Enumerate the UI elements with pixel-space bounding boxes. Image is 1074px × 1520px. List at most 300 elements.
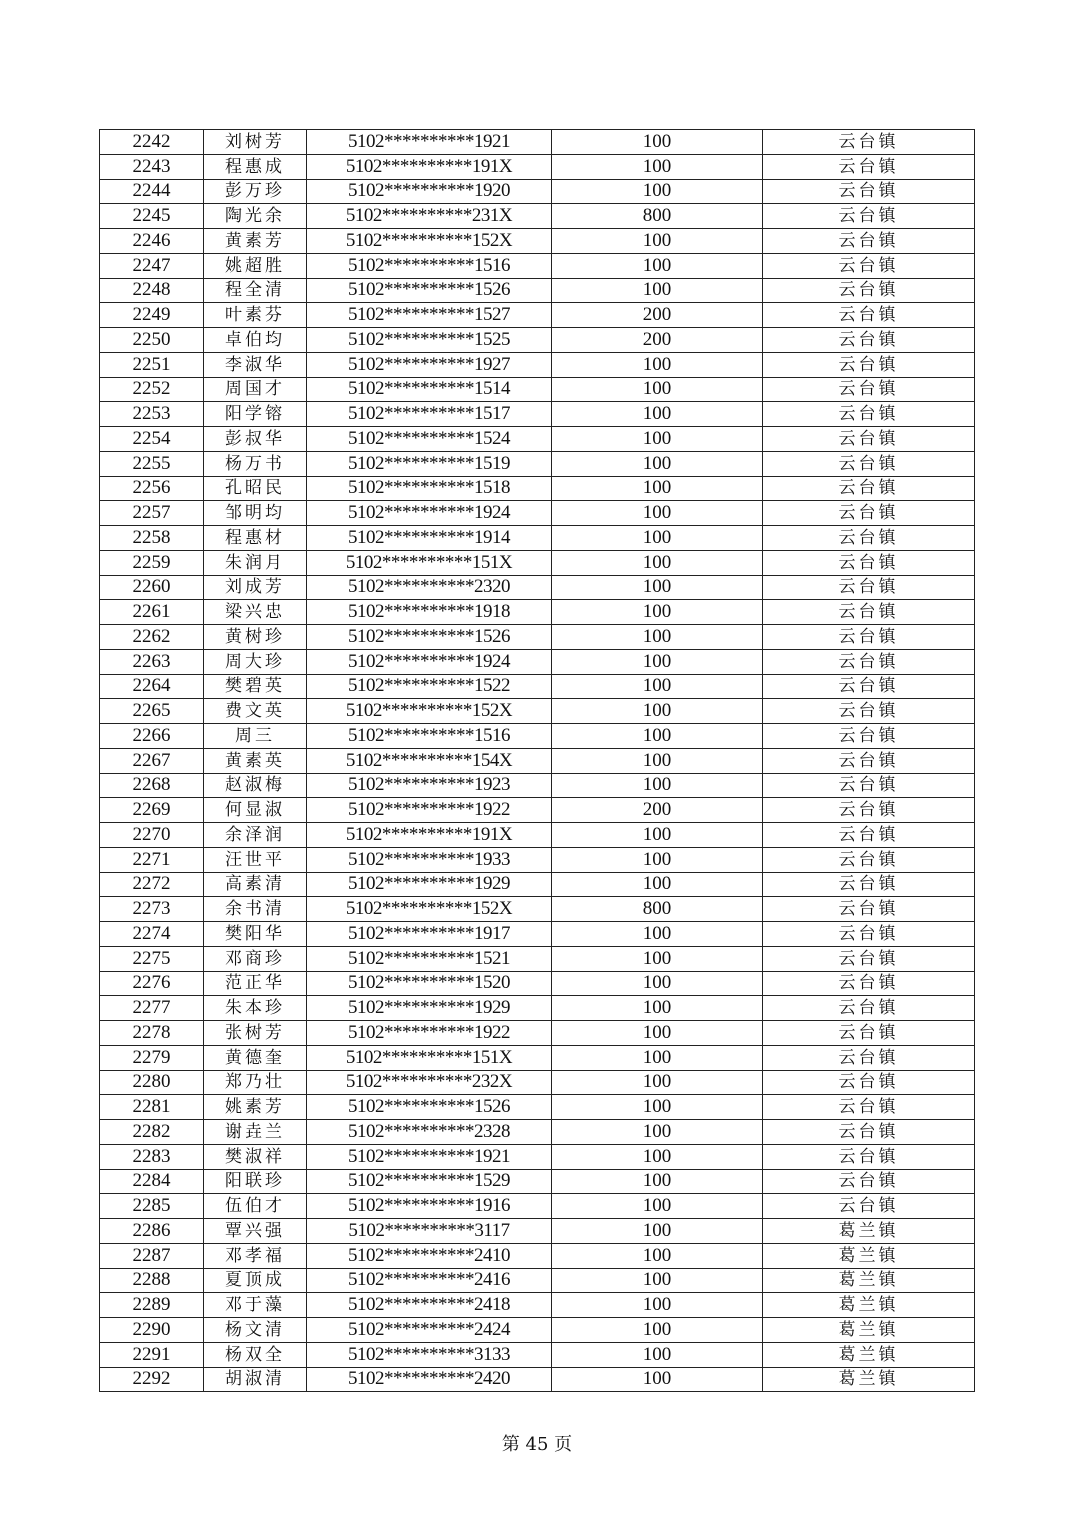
- amount-cell: 100: [552, 1268, 763, 1293]
- person-name-cell: 樊碧英: [204, 674, 307, 699]
- table-row: [100, 278, 975, 303]
- id-number-cell: 5102**********151X: [307, 1045, 552, 1070]
- row-number-cell: 2242: [100, 130, 204, 155]
- amount-cell: 100: [552, 550, 763, 575]
- town-cell: 云台镇: [763, 1095, 975, 1120]
- id-number-cell: 5102**********2410: [307, 1243, 552, 1268]
- town-cell: 葛兰镇: [763, 1219, 975, 1244]
- row-number-cell: 2284: [100, 1169, 204, 1194]
- id-number-cell: 5102**********2424: [307, 1318, 552, 1343]
- person-name-cell: 余书清: [204, 897, 307, 922]
- id-number-cell: 5102**********1526: [307, 1095, 552, 1120]
- row-number-cell: 2292: [100, 1367, 204, 1392]
- amount-cell: 100: [552, 724, 763, 749]
- person-name-cell: 赵淑梅: [204, 773, 307, 798]
- person-name-cell: 程惠材: [204, 526, 307, 551]
- id-number-cell: 5102**********1516: [307, 253, 552, 278]
- amount-cell: 200: [552, 328, 763, 353]
- table-row: [100, 1144, 975, 1169]
- row-number-cell: 2288: [100, 1268, 204, 1293]
- id-number-cell: 5102**********1519: [307, 451, 552, 476]
- person-name-cell: 彭万珍: [204, 179, 307, 204]
- amount-cell: 800: [552, 897, 763, 922]
- town-cell: 云台镇: [763, 699, 975, 724]
- id-number-cell: 5102**********1516: [307, 724, 552, 749]
- row-number-cell: 2257: [100, 501, 204, 526]
- amount-cell: 100: [552, 352, 763, 377]
- row-number-cell: 2260: [100, 575, 204, 600]
- town-cell: 云台镇: [763, 451, 975, 476]
- amount-cell: 100: [552, 154, 763, 179]
- amount-cell: 100: [552, 1120, 763, 1145]
- amount-cell: 100: [552, 1144, 763, 1169]
- town-cell: 云台镇: [763, 229, 975, 254]
- id-number-cell: 5102**********2416: [307, 1268, 552, 1293]
- person-name-cell: 夏顶成: [204, 1268, 307, 1293]
- table-row: [100, 773, 975, 798]
- id-number-cell: 5102**********1526: [307, 625, 552, 650]
- town-cell: 云台镇: [763, 1144, 975, 1169]
- id-number-cell: 5102**********1916: [307, 1194, 552, 1219]
- amount-cell: 100: [552, 526, 763, 551]
- person-name-cell: 杨万书: [204, 451, 307, 476]
- person-name-cell: 郑乃壮: [204, 1070, 307, 1095]
- row-number-cell: 2252: [100, 377, 204, 402]
- person-name-cell: 邓于藻: [204, 1293, 307, 1318]
- amount-cell: 100: [552, 130, 763, 155]
- table-row: [100, 1367, 975, 1392]
- person-name-cell: 邓孝福: [204, 1243, 307, 1268]
- amount-cell: 100: [552, 922, 763, 947]
- person-name-cell: 卓伯均: [204, 328, 307, 353]
- person-name-cell: 周大珍: [204, 649, 307, 674]
- person-name-cell: 黄素芳: [204, 229, 307, 254]
- id-number-cell: 5102**********1524: [307, 427, 552, 452]
- amount-cell: 100: [552, 1243, 763, 1268]
- row-number-cell: 2262: [100, 625, 204, 650]
- town-cell: 云台镇: [763, 625, 975, 650]
- row-number-cell: 2287: [100, 1243, 204, 1268]
- table-row: [100, 946, 975, 971]
- town-cell: 云台镇: [763, 773, 975, 798]
- table-row: [100, 1045, 975, 1070]
- person-name-cell: 樊阳华: [204, 922, 307, 947]
- row-number-cell: 2253: [100, 402, 204, 427]
- town-cell: 云台镇: [763, 847, 975, 872]
- amount-cell: 100: [552, 575, 763, 600]
- row-number-cell: 2282: [100, 1120, 204, 1145]
- id-number-cell: 5102**********1527: [307, 303, 552, 328]
- town-cell: 云台镇: [763, 328, 975, 353]
- person-name-cell: 费文英: [204, 699, 307, 724]
- amount-cell: 100: [552, 996, 763, 1021]
- amount-cell: 200: [552, 798, 763, 823]
- id-number-cell: 5102**********3133: [307, 1342, 552, 1367]
- table-row: [100, 1021, 975, 1046]
- amount-cell: 100: [552, 1070, 763, 1095]
- row-number-cell: 2272: [100, 872, 204, 897]
- row-number-cell: 2270: [100, 823, 204, 848]
- town-cell: 云台镇: [763, 922, 975, 947]
- table-row: [100, 971, 975, 996]
- town-cell: 云台镇: [763, 402, 975, 427]
- town-cell: 葛兰镇: [763, 1268, 975, 1293]
- town-cell: 云台镇: [763, 204, 975, 229]
- amount-cell: 100: [552, 872, 763, 897]
- amount-cell: 100: [552, 1342, 763, 1367]
- amount-cell: 100: [552, 1367, 763, 1392]
- person-name-cell: 胡淑清: [204, 1367, 307, 1392]
- town-cell: 云台镇: [763, 476, 975, 501]
- row-number-cell: 2269: [100, 798, 204, 823]
- person-name-cell: 邓商珍: [204, 946, 307, 971]
- id-number-cell: 5102**********152X: [307, 229, 552, 254]
- town-cell: 云台镇: [763, 550, 975, 575]
- amount-cell: 100: [552, 699, 763, 724]
- town-cell: 葛兰镇: [763, 1367, 975, 1392]
- amount-cell: 100: [552, 1095, 763, 1120]
- table-row: [100, 377, 975, 402]
- person-name-cell: 姚素芳: [204, 1095, 307, 1120]
- page-number: 第 45 页: [501, 1434, 573, 1455]
- amount-cell: 100: [552, 427, 763, 452]
- person-name-cell: 姚超胜: [204, 253, 307, 278]
- town-cell: 云台镇: [763, 253, 975, 278]
- table-row: [100, 798, 975, 823]
- row-number-cell: 2275: [100, 946, 204, 971]
- records-table: [99, 129, 975, 1392]
- row-number-cell: 2289: [100, 1293, 204, 1318]
- table-row: [100, 229, 975, 254]
- table-row: [100, 1120, 975, 1145]
- town-cell: 云台镇: [763, 526, 975, 551]
- id-number-cell: 5102**********1518: [307, 476, 552, 501]
- id-number-cell: 5102**********154X: [307, 748, 552, 773]
- amount-cell: 100: [552, 253, 763, 278]
- town-cell: 云台镇: [763, 278, 975, 303]
- amount-cell: 100: [552, 501, 763, 526]
- table-row: [100, 699, 975, 724]
- row-number-cell: 2261: [100, 600, 204, 625]
- town-cell: 云台镇: [763, 649, 975, 674]
- town-cell: 云台镇: [763, 971, 975, 996]
- table-row: [100, 476, 975, 501]
- id-number-cell: 5102**********1922: [307, 1021, 552, 1046]
- amount-cell: 100: [552, 1194, 763, 1219]
- person-name-cell: 何显淑: [204, 798, 307, 823]
- amount-cell: 100: [552, 971, 763, 996]
- row-number-cell: 2247: [100, 253, 204, 278]
- table-row: [100, 996, 975, 1021]
- id-number-cell: 5102**********152X: [307, 897, 552, 922]
- amount-cell: 100: [552, 600, 763, 625]
- person-name-cell: 叶素芬: [204, 303, 307, 328]
- amount-cell: 100: [552, 847, 763, 872]
- town-cell: 云台镇: [763, 872, 975, 897]
- row-number-cell: 2278: [100, 1021, 204, 1046]
- id-number-cell: 5102**********1922: [307, 798, 552, 823]
- row-number-cell: 2274: [100, 922, 204, 947]
- row-number-cell: 2250: [100, 328, 204, 353]
- amount-cell: 100: [552, 278, 763, 303]
- person-name-cell: 樊淑祥: [204, 1144, 307, 1169]
- table-row: [100, 748, 975, 773]
- table-row: [100, 575, 975, 600]
- row-number-cell: 2281: [100, 1095, 204, 1120]
- id-number-cell: 5102**********1929: [307, 996, 552, 1021]
- town-cell: 云台镇: [763, 1169, 975, 1194]
- table-row: [100, 130, 975, 155]
- amount-cell: 100: [552, 674, 763, 699]
- town-cell: 云台镇: [763, 1194, 975, 1219]
- table-row: [100, 179, 975, 204]
- row-number-cell: 2280: [100, 1070, 204, 1095]
- row-number-cell: 2249: [100, 303, 204, 328]
- table-row: [100, 1194, 975, 1219]
- table-row: [100, 1318, 975, 1343]
- id-number-cell: 5102**********1917: [307, 922, 552, 947]
- table-row: [100, 674, 975, 699]
- row-number-cell: 2265: [100, 699, 204, 724]
- id-number-cell: 5102**********1924: [307, 649, 552, 674]
- id-number-cell: 5102**********1921: [307, 130, 552, 155]
- town-cell: 云台镇: [763, 154, 975, 179]
- town-cell: 云台镇: [763, 823, 975, 848]
- person-name-cell: 张树芳: [204, 1021, 307, 1046]
- person-name-cell: 程全清: [204, 278, 307, 303]
- town-cell: 云台镇: [763, 724, 975, 749]
- row-number-cell: 2283: [100, 1144, 204, 1169]
- table-row: [100, 451, 975, 476]
- town-cell: 云台镇: [763, 1021, 975, 1046]
- id-number-cell: 5102**********2418: [307, 1293, 552, 1318]
- row-number-cell: 2255: [100, 451, 204, 476]
- row-number-cell: 2251: [100, 352, 204, 377]
- town-cell: 云台镇: [763, 1045, 975, 1070]
- table-row: [100, 501, 975, 526]
- town-cell: 葛兰镇: [763, 1293, 975, 1318]
- row-number-cell: 2268: [100, 773, 204, 798]
- id-number-cell: 5102**********1525: [307, 328, 552, 353]
- row-number-cell: 2245: [100, 204, 204, 229]
- town-cell: 云台镇: [763, 996, 975, 1021]
- id-number-cell: 5102**********1918: [307, 600, 552, 625]
- id-number-cell: 5102**********2320: [307, 575, 552, 600]
- id-number-cell: 5102**********1517: [307, 402, 552, 427]
- person-name-cell: 刘成芳: [204, 575, 307, 600]
- person-name-cell: 范正华: [204, 971, 307, 996]
- amount-cell: 100: [552, 451, 763, 476]
- amount-cell: 100: [552, 179, 763, 204]
- id-number-cell: 5102**********1929: [307, 872, 552, 897]
- row-number-cell: 2277: [100, 996, 204, 1021]
- table-row: [100, 847, 975, 872]
- town-cell: 云台镇: [763, 798, 975, 823]
- row-number-cell: 2286: [100, 1219, 204, 1244]
- row-number-cell: 2258: [100, 526, 204, 551]
- table-row: [100, 253, 975, 278]
- town-cell: 云台镇: [763, 501, 975, 526]
- row-number-cell: 2276: [100, 971, 204, 996]
- town-cell: 云台镇: [763, 946, 975, 971]
- row-number-cell: 2263: [100, 649, 204, 674]
- id-number-cell: 5102**********1927: [307, 352, 552, 377]
- id-number-cell: 5102**********152X: [307, 699, 552, 724]
- town-cell: 云台镇: [763, 1120, 975, 1145]
- row-number-cell: 2243: [100, 154, 204, 179]
- person-name-cell: 阳联珍: [204, 1169, 307, 1194]
- person-name-cell: 朱本珍: [204, 996, 307, 1021]
- person-name-cell: 覃兴强: [204, 1219, 307, 1244]
- table-row: [100, 526, 975, 551]
- person-name-cell: 汪世平: [204, 847, 307, 872]
- amount-cell: 100: [552, 649, 763, 674]
- table-row: [100, 1293, 975, 1318]
- table-row: [100, 352, 975, 377]
- table-row: [100, 1095, 975, 1120]
- town-cell: 云台镇: [763, 600, 975, 625]
- amount-cell: 100: [552, 1169, 763, 1194]
- table-row: [100, 1268, 975, 1293]
- row-number-cell: 2259: [100, 550, 204, 575]
- town-cell: 云台镇: [763, 575, 975, 600]
- row-number-cell: 2285: [100, 1194, 204, 1219]
- table-row: [100, 897, 975, 922]
- row-number-cell: 2291: [100, 1342, 204, 1367]
- id-number-cell: 5102**********1924: [307, 501, 552, 526]
- person-name-cell: 程惠成: [204, 154, 307, 179]
- amount-cell: 100: [552, 1021, 763, 1046]
- id-number-cell: 5102**********3117: [307, 1219, 552, 1244]
- table-row: [100, 204, 975, 229]
- id-number-cell: 5102**********1522: [307, 674, 552, 699]
- person-name-cell: 周国才: [204, 377, 307, 402]
- person-name-cell: 伍伯才: [204, 1194, 307, 1219]
- amount-cell: 100: [552, 946, 763, 971]
- id-number-cell: 5102**********232X: [307, 1070, 552, 1095]
- table-row: [100, 550, 975, 575]
- table-row: [100, 625, 975, 650]
- id-number-cell: 5102**********1521: [307, 946, 552, 971]
- amount-cell: 100: [552, 625, 763, 650]
- town-cell: 葛兰镇: [763, 1342, 975, 1367]
- person-name-cell: 阳学镕: [204, 402, 307, 427]
- table-row: [100, 600, 975, 625]
- amount-cell: 100: [552, 1318, 763, 1343]
- id-number-cell: 5102**********191X: [307, 823, 552, 848]
- person-name-cell: 杨双全: [204, 1342, 307, 1367]
- town-cell: 云台镇: [763, 1070, 975, 1095]
- person-name-cell: 周三: [204, 724, 307, 749]
- records-table-body: [100, 130, 975, 1392]
- row-number-cell: 2256: [100, 476, 204, 501]
- id-number-cell: 5102**********1933: [307, 847, 552, 872]
- id-number-cell: 5102**********191X: [307, 154, 552, 179]
- town-cell: 云台镇: [763, 303, 975, 328]
- amount-cell: 100: [552, 476, 763, 501]
- row-number-cell: 2264: [100, 674, 204, 699]
- town-cell: 云台镇: [763, 674, 975, 699]
- person-name-cell: 邹明均: [204, 501, 307, 526]
- person-name-cell: 黄树珍: [204, 625, 307, 650]
- person-name-cell: 余泽润: [204, 823, 307, 848]
- table-row: [100, 427, 975, 452]
- person-name-cell: 刘树芳: [204, 130, 307, 155]
- id-number-cell: 5102**********1921: [307, 1144, 552, 1169]
- table-row: [100, 823, 975, 848]
- id-number-cell: 5102**********1923: [307, 773, 552, 798]
- amount-cell: 100: [552, 229, 763, 254]
- amount-cell: 100: [552, 1045, 763, 1070]
- id-number-cell: 5102**********1920: [307, 179, 552, 204]
- amount-cell: 100: [552, 402, 763, 427]
- table-row: [100, 1342, 975, 1367]
- town-cell: 葛兰镇: [763, 1318, 975, 1343]
- row-number-cell: 2266: [100, 724, 204, 749]
- row-number-cell: 2290: [100, 1318, 204, 1343]
- amount-cell: 100: [552, 748, 763, 773]
- id-number-cell: 5102**********2420: [307, 1367, 552, 1392]
- person-name-cell: 高素清: [204, 872, 307, 897]
- table-row: [100, 303, 975, 328]
- id-number-cell: 5102**********1529: [307, 1169, 552, 1194]
- table-row: [100, 1243, 975, 1268]
- person-name-cell: 谢垚兰: [204, 1120, 307, 1145]
- id-number-cell: 5102**********2328: [307, 1120, 552, 1145]
- id-number-cell: 5102**********1520: [307, 971, 552, 996]
- table-row: [100, 724, 975, 749]
- town-cell: 葛兰镇: [763, 1243, 975, 1268]
- table-row: [100, 402, 975, 427]
- amount-cell: 100: [552, 1293, 763, 1318]
- person-name-cell: 彭叔华: [204, 427, 307, 452]
- amount-cell: 100: [552, 1219, 763, 1244]
- town-cell: 云台镇: [763, 377, 975, 402]
- row-number-cell: 2246: [100, 229, 204, 254]
- amount-cell: 800: [552, 204, 763, 229]
- id-number-cell: 5102**********1526: [307, 278, 552, 303]
- town-cell: 云台镇: [763, 130, 975, 155]
- id-number-cell: 5102**********1514: [307, 377, 552, 402]
- person-name-cell: 杨文清: [204, 1318, 307, 1343]
- row-number-cell: 2271: [100, 847, 204, 872]
- row-number-cell: 2248: [100, 278, 204, 303]
- amount-cell: 100: [552, 377, 763, 402]
- amount-cell: 100: [552, 773, 763, 798]
- row-number-cell: 2267: [100, 748, 204, 773]
- table-row: [100, 1219, 975, 1244]
- town-cell: 云台镇: [763, 897, 975, 922]
- person-name-cell: 孔昭民: [204, 476, 307, 501]
- person-name-cell: 陶光余: [204, 204, 307, 229]
- town-cell: 云台镇: [763, 748, 975, 773]
- town-cell: 云台镇: [763, 427, 975, 452]
- amount-cell: 200: [552, 303, 763, 328]
- table-row: [100, 1169, 975, 1194]
- row-number-cell: 2254: [100, 427, 204, 452]
- table-row: [100, 154, 975, 179]
- id-number-cell: 5102**********231X: [307, 204, 552, 229]
- person-name-cell: 黄德奎: [204, 1045, 307, 1070]
- table-row: [100, 872, 975, 897]
- person-name-cell: 朱润月: [204, 550, 307, 575]
- amount-cell: 100: [552, 823, 763, 848]
- id-number-cell: 5102**********1914: [307, 526, 552, 551]
- person-name-cell: 李淑华: [204, 352, 307, 377]
- table-row: [100, 922, 975, 947]
- row-number-cell: 2244: [100, 179, 204, 204]
- row-number-cell: 2273: [100, 897, 204, 922]
